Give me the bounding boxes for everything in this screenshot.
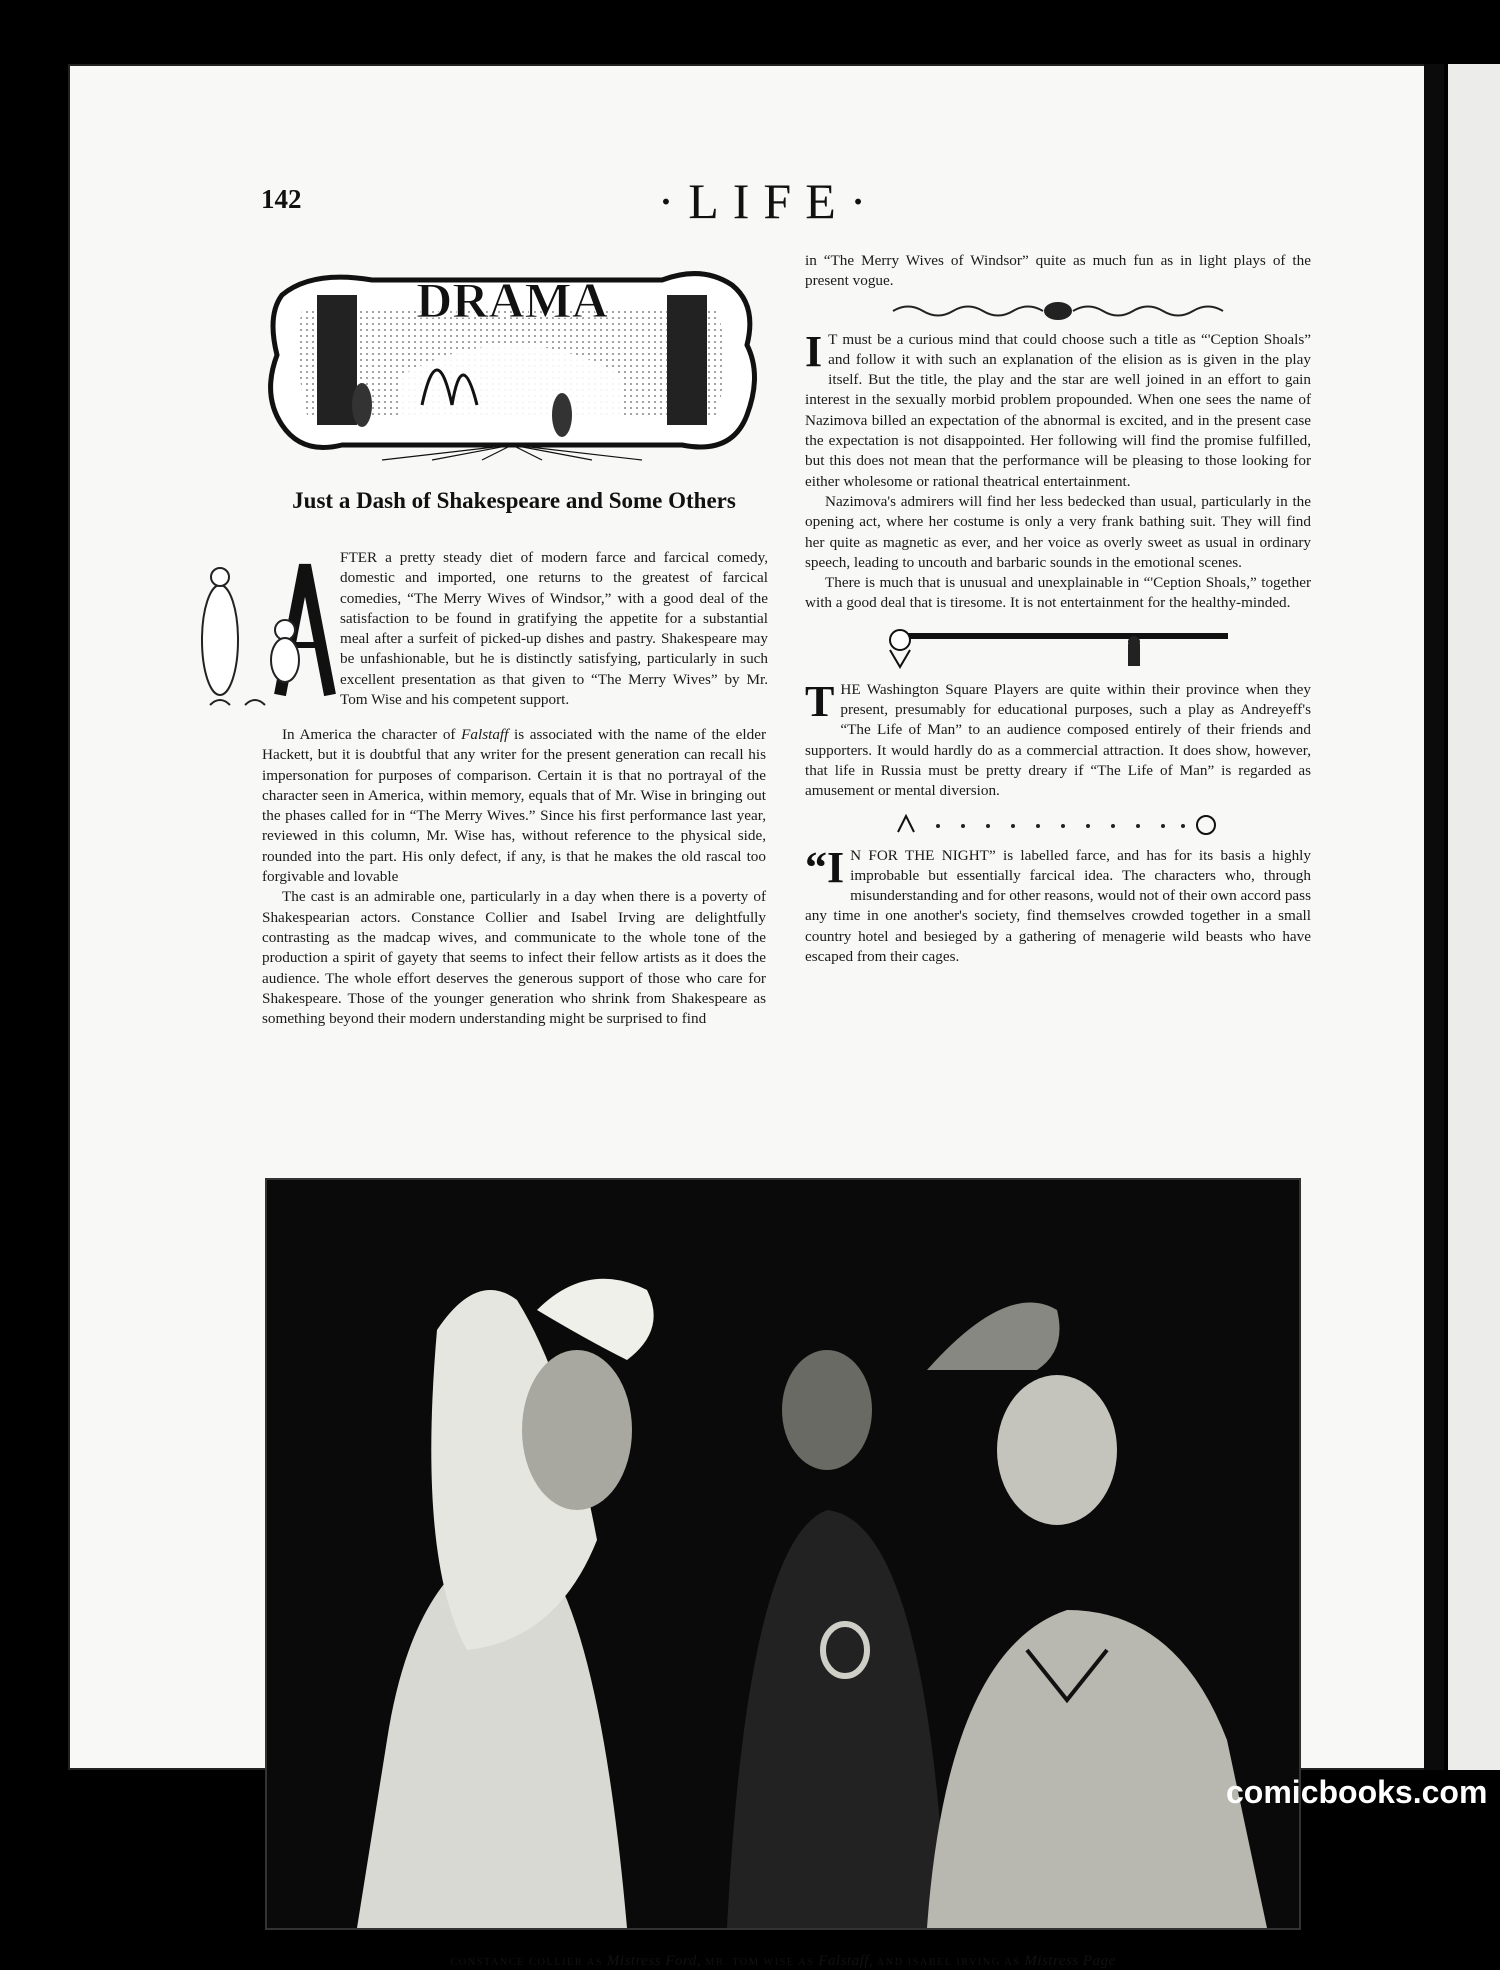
page-number: 142 [261, 184, 302, 214]
continuation-paragraph: in “The Merry Wives of Windsor” quite as much fun as in light plays of the present vogue. [805, 252, 1311, 290]
caption-actor-2: MR. TOM WISE AS [701, 1957, 819, 1968]
caption-role-2: Falstaff, [818, 1953, 874, 1969]
falstaff-paragraph: In America the character of Falstaff is associated with the name of the elder Hackett, but it is doubtful that any writer for the present generation can recall his impersonation for purposes of comparison. Certain it is that no portrayal of the character seen in America, within memory, equals that of Mr. Wise in bringing out the phases called for in “The Merry Wives.” Since his first performance last year, reviewed in this column, Mr. Wise has, without reference to the physical side, rounded into the part. His only defect, if any, is that he makes the old rascal too forgivable and lovable [262, 726, 766, 886]
divider-ornament-dots [888, 810, 1228, 838]
drama-art-title: DRAMA [416, 272, 608, 328]
production-photo-image [267, 1180, 1299, 1928]
dropcap-illustration [190, 545, 350, 710]
photo-caption [265, 1953, 1301, 1970]
watermark: comicbooks.com [1226, 1774, 1488, 1810]
lead-paragraph-text: FTER a pretty steady diet of modern farce and farcical comedy, domestic and imported, one returns to the greatest of farcical comedies, “The Merry Wives of Windsor,” with a good deal of the satisfaction to be found in gratifying the appetite for a substantial meal after a surfeit of picked-up dishes and pastry. Shakespeare may be unfashionable, but he is distinctly satisfying, particularly in such excellent presentation as that given to “The Merry Wives” by Mr. Tom Wise and his competent support. [340, 549, 768, 709]
next-page-edge [1448, 64, 1500, 1770]
article-headline: Just a Dash of Shakespeare and Some Others [292, 488, 736, 513]
divider-ornament-telescope [878, 622, 1238, 672]
caption-role-3: Mistress Page [1024, 1953, 1116, 1969]
production-photo [265, 1178, 1301, 1930]
night-paragraph: “I N FOR THE NIGHT” is labelled farce, and has for its basis a highly improbable but essentially farcical idea. The characters who, through misunderstanding and for other reasons, would not of their own accord pass any time in one another's society, find themselves crowded together in a small country hotel and besieged by a gathering of menagerie wild beasts who have escaped from their cages. [805, 842, 1311, 966]
nazimova-paragraph: Nazimova's admirers will find her less bedecked than usual, particularly in the opening act, where her costume is only a very frank bathing suit. They will find her quite as magnetic as ever, and her voice as overly sweet as usual in ordinary speech, leading to uncouth and barbaric sounds in the emotional scenes. [805, 492, 1311, 571]
lead-paragraph [340, 548, 768, 710]
page-spine [1424, 64, 1444, 1770]
left-column [262, 725, 766, 1029]
washington-paragraph: THE Washington Square Players are quite within their province when they present, presumably for educational purposes, such a play as Andreyeff's “The Life of Man” to an audience composed entirely of their friends and supporters. It would hardly do as a commercial attraction. It does show, however, that life in Russia must be pretty dreary if “The Life of Man” is regarded as amusement or mental diversion. [805, 676, 1311, 800]
right-column [805, 251, 1311, 967]
cast-paragraph: The cast is an admirable one, particularly in a day when there is a poverty of Shakespearian actors. Constance Collier and Isabel Irving are delightfully contrasting as the madcap wives, and communicate to the whole tone of the production a spirit of gayety that seems to infect their fellow artists as it does the audience. The whole effort deserves the generous support of those who care for Shakespeare. Those of the younger generation who shrink from Shakespeare as something beyond their modern understanding might be surprised to find [262, 888, 766, 1028]
ception-paragraph: I T must be a curious mind that could choose such a title as “'Ception Shoals” and follow it with such an explanation of the elision as is given in the play itself. But the title, the play and the star are well joined in an effort to gain interest in the sexually morbid problem propounded. When one sees the name of Nazimova billed an expectation of the abnormal is excited, and in the present case the expectation is not disappointed. Her following will find the promise fulfilled, but this does not mean that the performance will be pleasing to those looking for either wholesome or rational theatrical entertainment. [805, 326, 1311, 490]
masthead-title: ·LIFE· [657, 173, 881, 229]
caption-actor-1: CONSTANCE COLLIER AS [450, 1957, 607, 1968]
caption-actor-3: AND ISABEL IRVING AS [873, 1957, 1025, 1968]
drama-header-illustration [262, 255, 762, 463]
ception-summary-paragraph: There is much that is unusual and unexplainable in “'Ception Shoals,” together with a good deal that is tiresome. It is not entertainment for the healthy-minded. [805, 574, 1311, 612]
divider-ornament-scroll [888, 300, 1228, 322]
caption-role-1: Mistress Ford, [606, 1953, 702, 1969]
